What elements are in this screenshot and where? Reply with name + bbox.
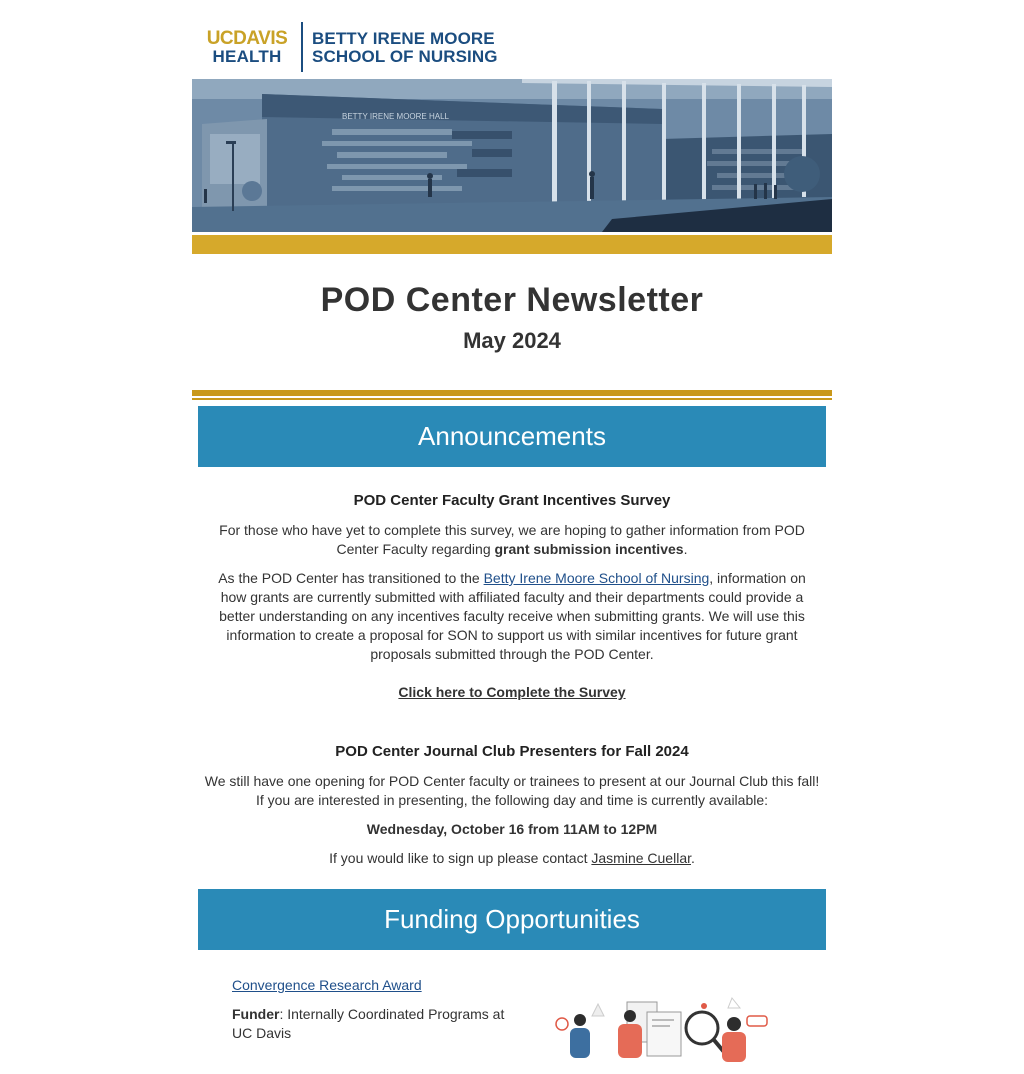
survey-p2-text: As the POD Center has transitioned to the: [218, 570, 484, 586]
survey-p1-text: For those who have yet to complete this survey, we are hoping to gather information from POD Center Faculty regarding: [219, 522, 805, 557]
survey-p1-bold: grant submission incentives: [494, 541, 684, 557]
jasmine-cuellar-link[interactable]: Jasmine Cuellar: [591, 850, 691, 866]
ucdavis-health-logo[interactable]: [204, 30, 290, 66]
logo-ucdavis-text: UCDAVIS: [206, 28, 288, 49]
convergence-award-link[interactable]: Convergence Research Award: [232, 977, 422, 993]
survey-p1-end: .: [683, 541, 688, 557]
funder-value: : Internally Coordinated Programs at UC Davis: [232, 1006, 505, 1041]
school-of-nursing-logo[interactable]: [312, 30, 498, 66]
funder-line: [232, 1005, 522, 1043]
survey-paragraph-2: [204, 569, 820, 664]
hero-building-image: [192, 79, 832, 232]
funding-header: Funding Opportunities: [198, 889, 826, 950]
funder-label: Funder: [232, 1006, 280, 1022]
complete-survey-link[interactable]: Click here to Complete the Survey: [398, 684, 626, 700]
announcements-body: [192, 467, 832, 889]
journal-club-contact: [204, 849, 820, 868]
school-of-nursing-link[interactable]: Betty Irene Moore School of Nursing: [483, 570, 710, 586]
logo-school-line2: SCHOOL OF NURSING: [312, 47, 498, 66]
journal-club-paragraph: We still have one opening for POD Center faculty or trainees to present at our Journal Club this fall! If you are interested in presenting, the following day and time is currently available:: [204, 773, 820, 808]
gold-rule-thin: [192, 398, 832, 400]
logo-school-line1: BETTY IRENE MOORE: [312, 29, 495, 48]
funding-item: [232, 976, 522, 1043]
survey-paragraph-1: [204, 521, 820, 559]
newsletter-date: May 2024: [463, 328, 561, 353]
research-illustration: [552, 994, 772, 1074]
survey-p2-rest: , information on how grants are currently submitted with affiliated faculty and their departments could provide a better understanding on any incentives faculty receive when submitting grants. We will use this information to create a proposal for SON to support us with similar incentives for future grant proposals submitted through the POD Center.: [219, 570, 806, 662]
contact-text: If you would like to sign up please contact: [329, 850, 592, 866]
logo-divider: [301, 22, 303, 72]
newsletter-page: [192, 0, 832, 1070]
logo-health-text: HEALTH: [212, 47, 282, 66]
journal-club-title: POD Center Journal Club Presenters for Fall 2024: [335, 743, 689, 760]
announcements-header: Announcements: [198, 406, 826, 467]
logo-header: [192, 0, 832, 79]
survey-title: POD Center Faculty Grant Incentives Survey: [353, 492, 671, 509]
funding-body: [192, 950, 832, 1070]
gold-double-rule: [192, 390, 832, 400]
newsletter-title: POD Center Newsletter: [320, 281, 704, 319]
contact-end: .: [691, 850, 695, 866]
gold-band: [192, 235, 832, 254]
building-sign: BETTY IRENE MOORE HALL: [342, 112, 449, 121]
building-illustration: [192, 79, 832, 232]
journal-club-slot: Wednesday, October 16 from 11AM to 12PM: [366, 821, 658, 837]
newsletter-title-block: [192, 254, 832, 390]
gold-rule-thick: [192, 390, 832, 396]
